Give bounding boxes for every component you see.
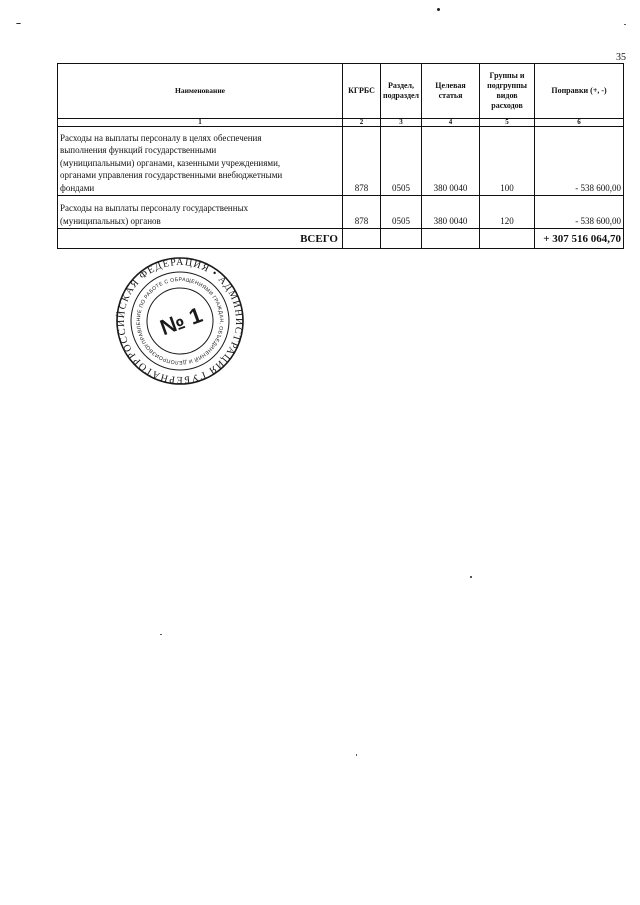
total-empty-cell [343, 229, 381, 249]
row-name-line: органами управления государственными внебюджетными [60, 170, 283, 180]
row-amount: - 538 600,00 [535, 127, 624, 196]
total-empty-cell [381, 229, 422, 249]
scan-speck [624, 24, 626, 25]
column-number: 6 [535, 119, 624, 127]
scan-speck [470, 576, 472, 578]
header-target-line: статья [438, 91, 463, 100]
budget-amendments-table [57, 63, 624, 249]
row-name [58, 196, 343, 229]
column-number: 5 [480, 119, 535, 127]
row-target: 380 0040 [422, 196, 480, 229]
header-target [422, 64, 480, 119]
row-group: 120 [480, 196, 535, 229]
row-kgrbs: 878 [343, 127, 381, 196]
header-groups-line: видов [496, 91, 518, 100]
official-stamp [115, 256, 245, 386]
column-number: 1 [58, 119, 343, 127]
row-name-line: Расходы на выплаты персоналу в целях обеспечения [60, 132, 262, 143]
header-name: Наименование [58, 64, 343, 119]
scan-speck [356, 754, 357, 756]
header-kgrbs: КГРБС [343, 64, 381, 119]
row-target: 380 0040 [422, 127, 480, 196]
column-number: 2 [343, 119, 381, 127]
stamp-center-text: № 1 [156, 302, 206, 341]
column-number: 3 [381, 119, 422, 127]
row-section: 0505 [381, 196, 422, 229]
row-name [58, 127, 343, 196]
column-number: 4 [422, 119, 480, 127]
header-groups-line: расходов [491, 101, 523, 110]
page-number: 35 [616, 52, 626, 63]
row-kgrbs: 878 [343, 196, 381, 229]
column-number-row [58, 119, 624, 127]
row-amount: - 538 600,00 [535, 196, 624, 229]
table-row [58, 196, 624, 229]
header-section-line: подраздел [383, 91, 420, 100]
stamp-inner-text: УПРАВЛЕНИЕ ПО РАБОТЕ С ОБРАЩЕНИЯМИ ГРАЖДАН, ОБЪЕДИНЕНИЙ И ДЕЛОПРОИЗВОДСТВА [135, 276, 225, 366]
total-label: ВСЕГО [58, 229, 343, 249]
row-name-line: выполнения функций государственными [60, 145, 217, 155]
header-section [381, 64, 422, 119]
total-empty-cell [480, 229, 535, 249]
header-groups-line: Группы и [489, 71, 525, 80]
total-row [58, 229, 624, 249]
row-name-line: (муниципальными) органами, казенными учреждениями, [60, 157, 281, 168]
header-groups [480, 64, 535, 119]
table-row [58, 127, 624, 196]
row-name-line: Расходы на выплаты персоналу государственных [60, 203, 249, 213]
scan-speck [437, 8, 440, 11]
scan-speck [160, 634, 162, 635]
scan-speck [16, 23, 21, 24]
header-groups-line: подгруппы [487, 81, 527, 90]
total-empty-cell [422, 229, 480, 249]
row-name-line: фондами [60, 182, 95, 193]
header-section-line: Раздел, [387, 81, 415, 90]
table-header-row [58, 64, 624, 119]
total-amount: + 307 516 064,70 [535, 229, 624, 249]
stamp-outer-text: РОССИЙСКАЯ ФЕДЕРАЦИЯ • АДМИНИСТРАЦИЯ ГУБЕРНАТОРА [115, 256, 245, 386]
header-target-line: Целевая [435, 81, 466, 90]
row-group: 100 [480, 127, 535, 196]
row-name-line: (муниципальных) органов [60, 215, 161, 226]
header-amount: Поправки (+, -) [535, 64, 624, 119]
row-section: 0505 [381, 127, 422, 196]
